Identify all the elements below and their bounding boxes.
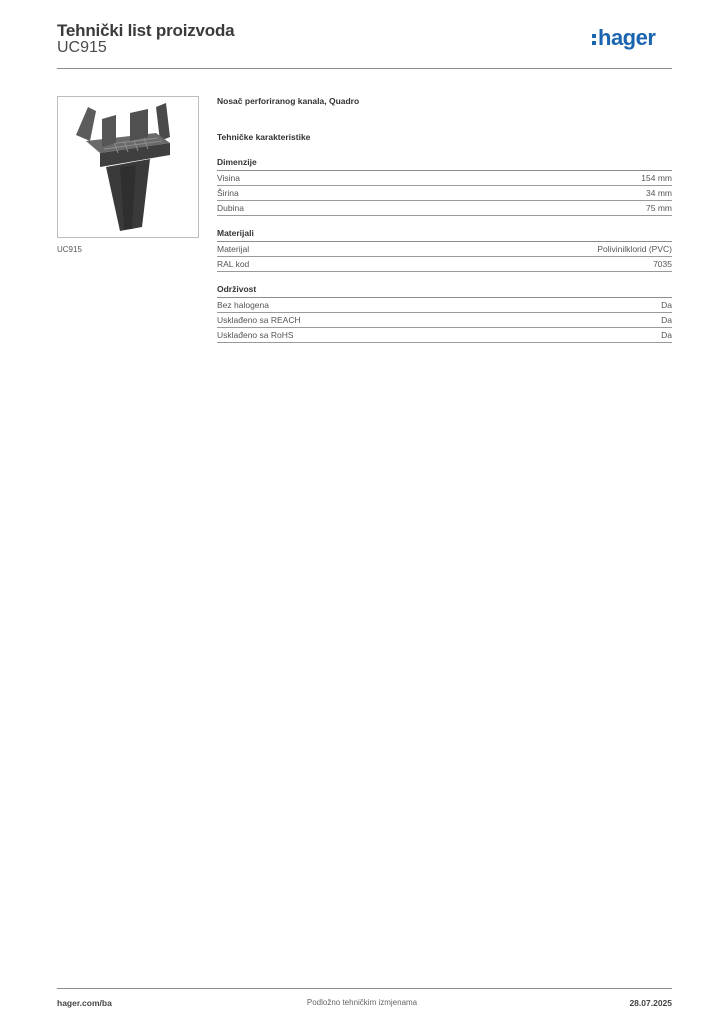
spec-label: Usklađeno sa REACH: [217, 315, 301, 325]
page-title: Tehnički list proizvoda: [57, 21, 235, 40]
spec-row: [217, 257, 672, 272]
product-code: UC915: [57, 39, 107, 56]
product-name: Nosač perforiranog kanala, Quadro: [217, 96, 360, 106]
spec-label: Usklađeno sa RoHS: [217, 330, 294, 340]
footer-date: 28.07.2025: [629, 998, 672, 1008]
spec-value: 75 mm: [646, 203, 672, 213]
spec-group-dimensions: [217, 157, 672, 216]
spec-value: 154 mm: [641, 173, 672, 183]
spec-label: Materijal: [217, 244, 250, 254]
image-caption: UC915: [57, 245, 82, 254]
brand-wordmark: hager: [598, 26, 656, 50]
spec-row: [217, 313, 672, 328]
group-title: Dimenzije: [217, 157, 672, 171]
group-title: Materijali: [217, 228, 672, 242]
spec-value: Da: [661, 315, 672, 325]
hager-logo: [590, 26, 672, 54]
footer-website[interactable]: hager.com/ba: [57, 998, 112, 1008]
spec-label: RAL kod: [217, 259, 250, 269]
spec-row: [217, 186, 672, 201]
spec-value: Polivinilklorid (PVC): [597, 244, 672, 254]
spec-label: Bez halogena: [217, 300, 269, 310]
spec-content: [217, 96, 672, 355]
group-title: Održivost: [217, 284, 672, 298]
spec-row: [217, 242, 672, 257]
spec-value: Da: [661, 330, 672, 340]
product-image: [57, 96, 199, 238]
spec-row: [217, 171, 672, 186]
spec-value: 7035: [653, 259, 672, 269]
spec-value: Da: [661, 300, 672, 310]
spec-value: 34 mm: [646, 188, 672, 198]
spec-group-sustainability: [217, 284, 672, 343]
spec-row: [217, 201, 672, 216]
spec-label: Visina: [217, 173, 240, 183]
spec-label: Dubina: [217, 203, 244, 213]
header-divider: [57, 68, 672, 69]
footer-divider: [57, 988, 672, 989]
section-title: Tehničke karakteristike: [217, 132, 311, 142]
footer-note: Podložno tehničkim izmjenama: [306, 998, 418, 1007]
spec-label: Širina: [217, 188, 239, 198]
spec-group-materials: [217, 228, 672, 272]
spec-row: [217, 328, 672, 343]
spec-row: [217, 298, 672, 313]
